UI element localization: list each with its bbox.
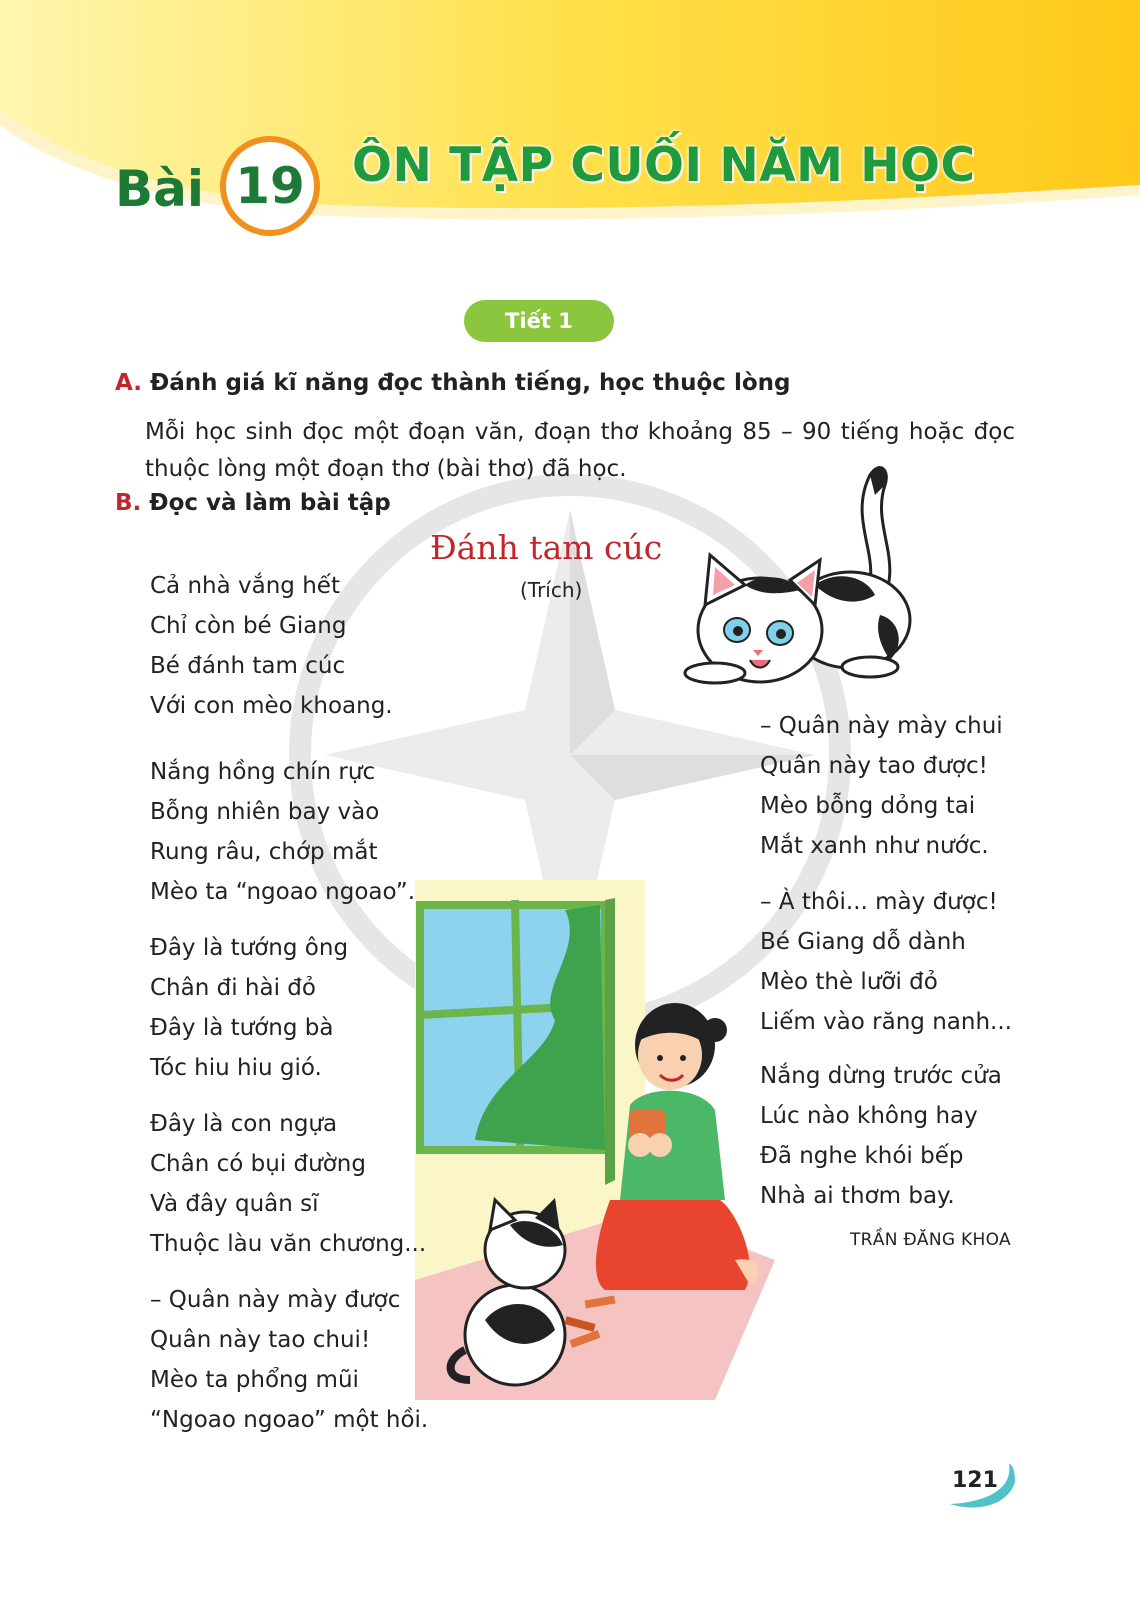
lesson-title: ÔN TẬP CUỐI NĂM HỌC	[352, 138, 976, 193]
poem-line: – Quân này mày được	[150, 1287, 401, 1313]
poem-line: Quân này tao chui!	[150, 1327, 371, 1353]
poem-title: Đánh tam cúc	[430, 528, 663, 567]
poem-line: Nắng dừng trước cửa	[760, 1063, 1002, 1089]
poem-line: Mèo ta phổng mũi	[150, 1367, 359, 1393]
poem-line: Đây là tướng bà	[150, 1015, 334, 1041]
poem-line: – Quân này mày chui	[760, 713, 1003, 739]
poem-line: Và đây quân sĩ	[150, 1191, 319, 1217]
poem-stanza-8	[760, 1056, 1002, 1216]
section-a-instructions: Mỗi học sinh đọc một đoạn văn, đoạn thơ khoảng 85 – 90 tiếng hoặc đọc thuộc lòng một đoạn thơ (bài thơ) đã học.	[145, 419, 1015, 482]
poem-line: Quân này tao được!	[760, 753, 988, 779]
section-a-letter: A.	[115, 370, 142, 396]
header-banner	[0, 0, 1140, 260]
poem-line: Chân đi hài đỏ	[150, 975, 316, 1001]
poem-line: Bé Giang dỗ dành	[760, 929, 966, 955]
poem-author: TRẦN ĐĂNG KHOA	[850, 1230, 1011, 1250]
poem-stanza-5	[150, 1280, 428, 1440]
poem-line: Mèo thè lưỡi đỏ	[760, 969, 938, 995]
poem-line: Thuộc làu văn chương...	[150, 1231, 427, 1257]
poem-line: Rung râu, chớp mắt	[150, 839, 378, 865]
poem-stanza-3	[150, 928, 348, 1088]
period-badge: Tiết 1	[464, 300, 614, 342]
poem-line: Đây là con ngựa	[150, 1111, 338, 1137]
poem-line: Tóc hiu hiu gió.	[150, 1055, 322, 1081]
poem-line: Lúc nào không hay	[760, 1103, 978, 1129]
poem-line: Nhà ai thơm bay.	[760, 1183, 955, 1209]
poem-line: Mèo bỗng dỏng tai	[760, 793, 976, 819]
poem-stanza-2	[150, 752, 415, 912]
poem-stanza-6	[760, 706, 1003, 866]
poem-stanza-7	[760, 882, 1012, 1042]
poem-line: Chân có bụi đường	[150, 1151, 366, 1177]
section-b-heading	[115, 490, 391, 516]
lesson-label: Bài	[115, 160, 204, 218]
poem-line: Nắng hồng chín rực	[150, 759, 376, 785]
poem-line: Chỉ còn bé Giang	[150, 613, 347, 639]
lesson-number: 19	[235, 157, 305, 215]
poem-excerpt-note: (Trích)	[520, 578, 583, 602]
lesson-number-circle	[220, 136, 320, 236]
poem-line: “Ngoao ngoao” một hồi.	[150, 1407, 429, 1433]
poem-line: Bỗng nhiên bay vào	[150, 799, 380, 825]
page-number: 121	[952, 1468, 998, 1493]
poem-line: Đã nghe khói bếp	[760, 1143, 964, 1169]
girl-playing-cards-with-cat-illustration	[415, 880, 775, 1400]
poem-line: Cả nhà vắng hết	[150, 573, 340, 599]
poem-line: Với con mèo khoang.	[150, 693, 393, 719]
poem-line: – À thôi... mày được!	[760, 889, 998, 915]
poem-stanza-1	[150, 566, 393, 726]
poem-line: Mèo ta “ngoao ngoao”.	[150, 879, 416, 905]
section-b-letter: B.	[115, 490, 142, 516]
section-a-title: Đánh giá kĩ năng đọc thành tiếng, học thuộc lòng	[149, 370, 791, 396]
poem-line: Liếm vào răng nanh...	[760, 1009, 1012, 1035]
poem-stanza-4	[150, 1104, 426, 1264]
poem-line: Mắt xanh như nước.	[760, 833, 989, 859]
cat-illustration	[675, 455, 920, 695]
poem-line: Đây là tướng ông	[150, 935, 349, 961]
section-b-title: Đọc và làm bài tập	[149, 490, 391, 516]
section-a-heading	[115, 370, 790, 396]
poem-line: Bé đánh tam cúc	[150, 653, 346, 679]
